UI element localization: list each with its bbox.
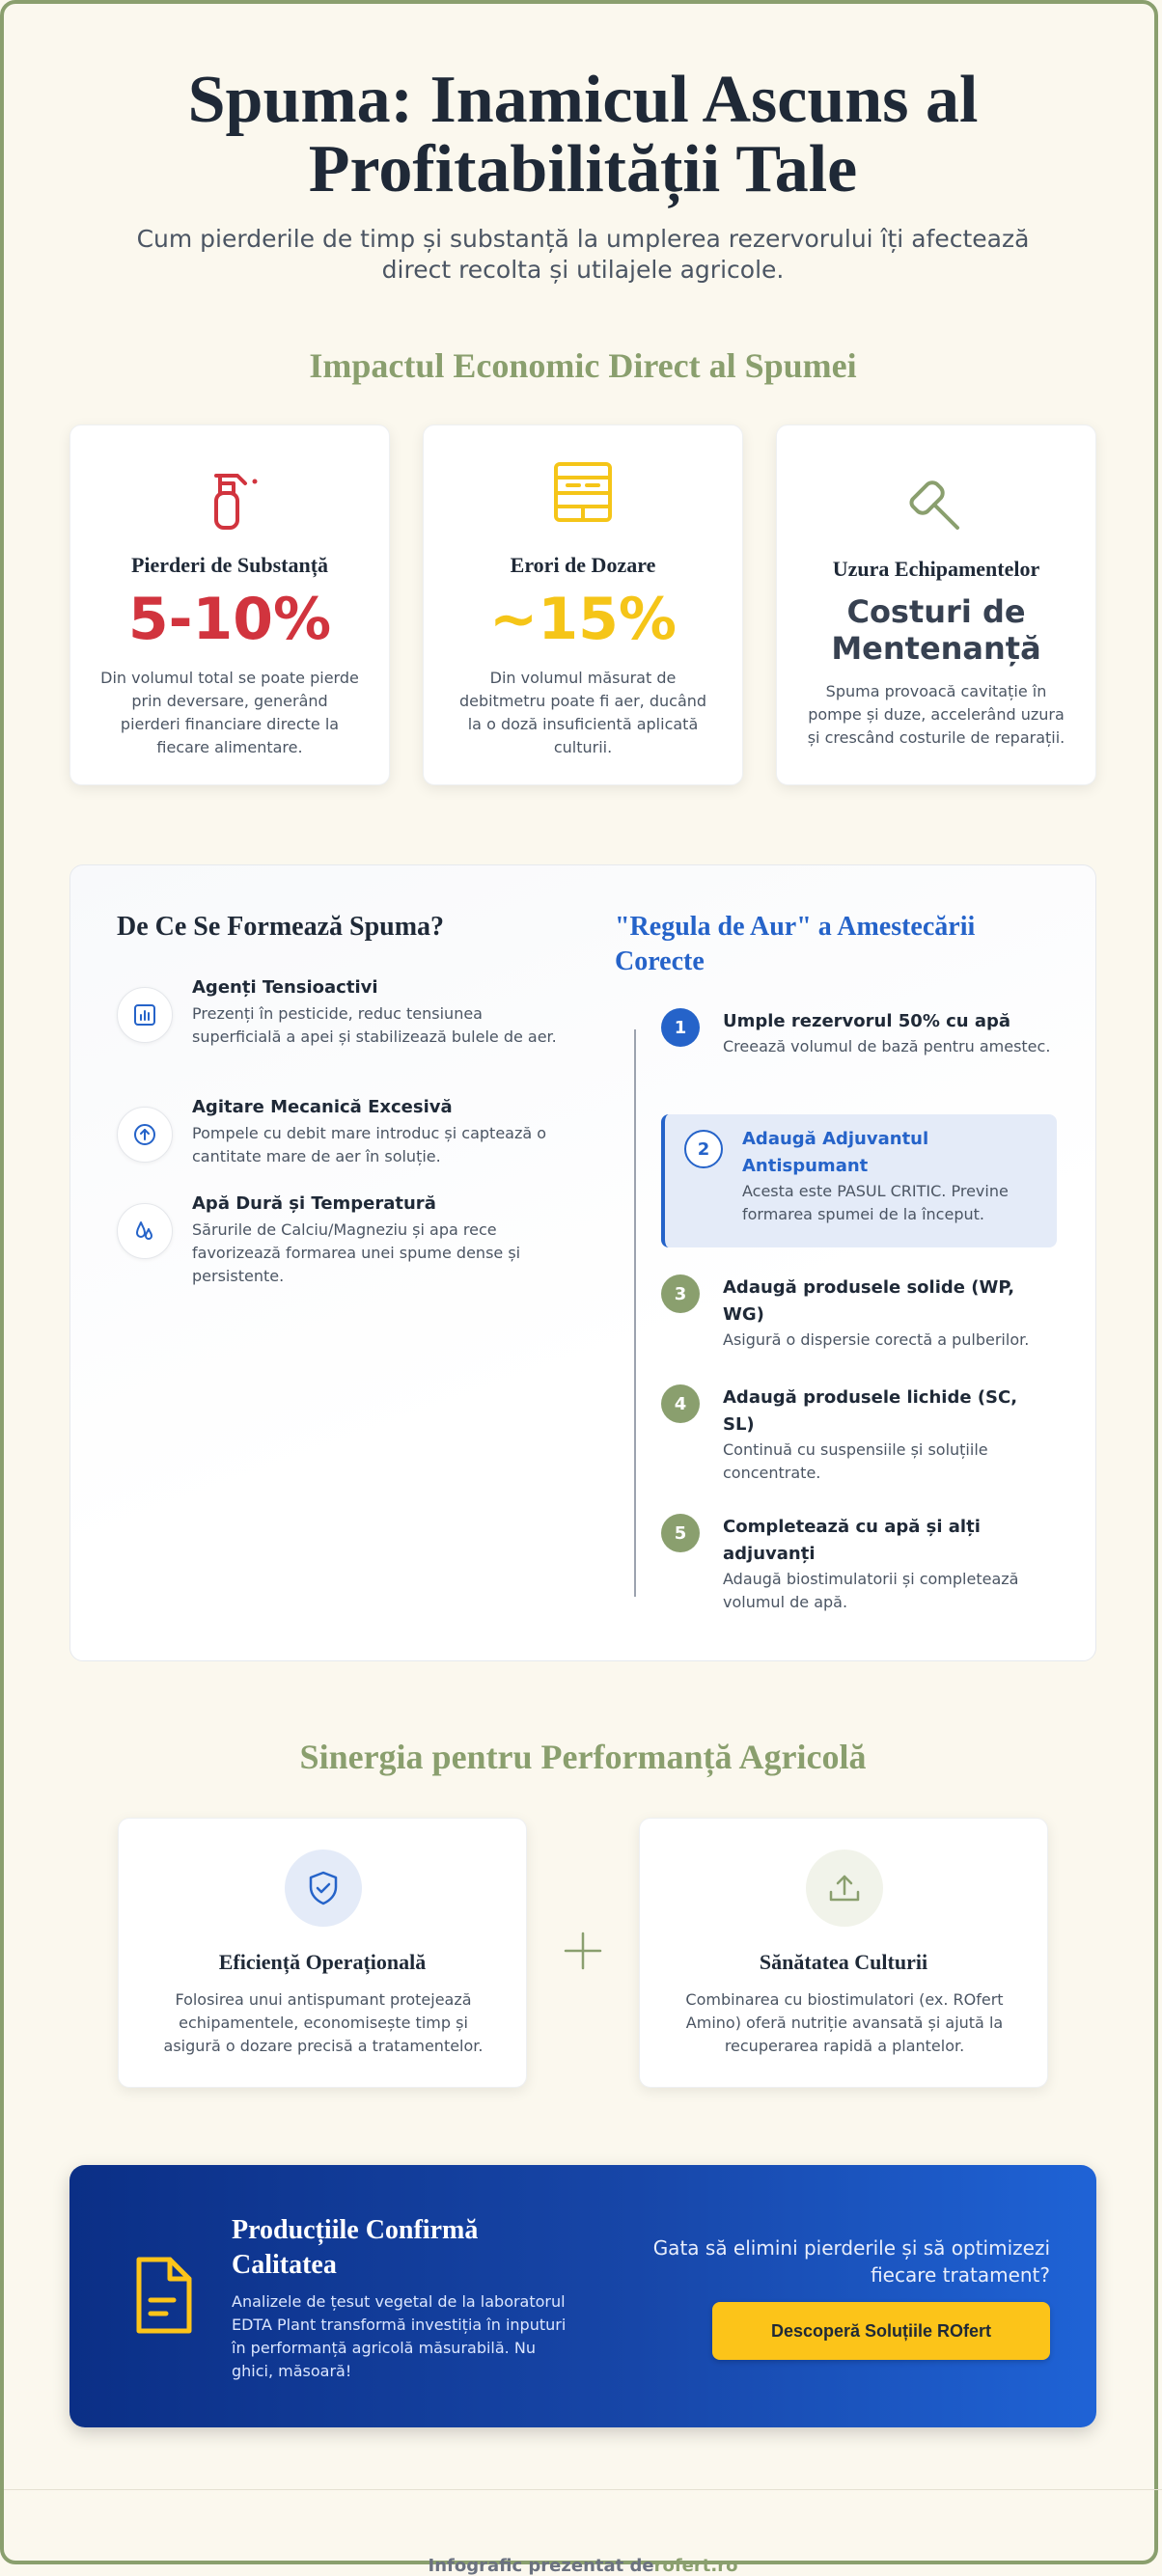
- impact-card-substance-loss: [69, 425, 390, 785]
- step-number: 5: [661, 1514, 700, 1552]
- step-number: 1: [661, 1008, 700, 1047]
- plus-icon: [562, 1930, 604, 1972]
- cause-title: Agitare Mecanică Excesivă: [192, 1097, 453, 1117]
- impact-card-value-line2: Mentenanță: [831, 630, 1041, 667]
- impact-card-title: Pierderi de Substanță: [130, 553, 329, 577]
- synergy-card-title: Eficiență Operațională: [218, 1950, 427, 1974]
- cause-text: Sărurile de Calciu/Magneziu și apa rece favorizează formarea unei spume dense și persistente.: [192, 1220, 521, 1285]
- step-title: Completează cu apă și alți adjuvanți: [723, 1517, 981, 1564]
- page-title-line1: Spuma: Inamicul Ascuns al: [187, 63, 979, 137]
- step-title: Umple rezervorul 50% cu apă: [723, 1011, 1011, 1031]
- impact-card-dosage-errors: [423, 425, 743, 785]
- cause-item: [117, 977, 561, 1074]
- step-title: Adaugă Adjuvantul Antispumant: [742, 1129, 929, 1176]
- chart-icon: [117, 987, 173, 1043]
- step-title: Adaugă produsele lichide (SC, SL): [723, 1387, 1018, 1435]
- impact-card-value: ~15%: [489, 586, 677, 653]
- page-title: [4, 63, 1162, 206]
- rule-step: [661, 1384, 1057, 1491]
- step-text: Asigură o dispersie corectă a pulberilor.: [723, 1330, 1030, 1349]
- rule-title-line1: "Regula de Aur" a Amestecării: [615, 912, 976, 942]
- shield-check-icon: [285, 1850, 362, 1927]
- page-subtitle: Cum pierderile de timp și substanță la umplerea rezervorului îți afectează direct recolta și utilajele agricole.: [136, 225, 1030, 284]
- water-drop-icon: [117, 1203, 173, 1259]
- synergy-card-text: Combinarea cu biostimulatori (ex. ROfert Amino) oferă nutriție avansată și ajută la recuperarea rapidă a plantelor.: [685, 1990, 1004, 2055]
- cause-item: [117, 1097, 561, 1174]
- document-icon: [129, 2254, 199, 2339]
- cta-description: Analizele de țesut vegetal de la laboratorul EDTA Plant transformă investiția în inputuri în performanță agricolă măsurabilă. Nu ghici, măsoară!: [232, 2292, 567, 2380]
- synergy-card-text: Folosirea unui antispumant protejează echipamentele, economisește timp și asigură o dozare precisă a tratamentelor.: [163, 1990, 484, 2055]
- spray-bottle-icon: [193, 462, 266, 535]
- step-number: 2: [684, 1130, 723, 1168]
- cta-banner: [69, 2165, 1096, 2427]
- footer-link[interactable]: rofert.ro: [653, 2556, 738, 2576]
- step-text: Adaugă biostimulatorii și completează volumul de apă.: [723, 1570, 1019, 1611]
- cause-text: Prezenți în pesticide, reduc tensiunea superficială a apei și stabilizează bulele de aer.: [192, 1004, 557, 1046]
- cause-title: Apă Dură și Temperatură: [192, 1193, 436, 1214]
- impact-card-value: 5-10%: [127, 586, 332, 653]
- rule-step: [661, 1274, 1057, 1361]
- discover-solutions-button[interactable]: Descoperă Soluțiile ROfert: [712, 2302, 1050, 2360]
- timeline-line: [634, 1029, 636, 1597]
- step-text: Acesta este PASUL CRITIC. Previne formarea spumei de la început.: [742, 1182, 1009, 1223]
- impact-section-title: Impactul Economic Direct al Spumei: [309, 346, 857, 385]
- synergy-card-crop-health: [639, 1818, 1048, 2088]
- footer-text: [429, 2523, 738, 2576]
- step-number: 4: [661, 1384, 700, 1423]
- impact-card-value-line1: Costuri de: [846, 593, 1026, 630]
- rule-step: [661, 1008, 1057, 1085]
- calculator-icon: [546, 456, 620, 530]
- arrow-up-circle-icon: [117, 1107, 173, 1163]
- footer: [4, 2489, 1162, 2576]
- wrench-icon: [899, 470, 973, 543]
- synergy-card-efficiency: [118, 1818, 527, 2088]
- step-title: Adaugă produsele solide (WP, WG): [723, 1277, 1015, 1325]
- hero-section: [4, 63, 1162, 286]
- step-text: Continuă cu suspensiile și soluțiile concentrate.: [723, 1440, 988, 1482]
- cta-title: Producțiile Confirmă Calitatea: [232, 2215, 479, 2280]
- rule-step-critical: [661, 1114, 1057, 1247]
- cause-text: Pompele cu debit mare introduc și captează o cantitate mare de aer în soluție.: [192, 1124, 547, 1165]
- synergy-card-title: Sănătatea Culturii: [759, 1950, 928, 1974]
- impact-card-desc: Spuma provoacă cavitație în pompe și duze, accelerând uzura și crescând costurile de reparații.: [807, 682, 1065, 747]
- cta-question: Gata să elimini pierderile și să optimizezi fiecare tratament?: [652, 2236, 1050, 2287]
- rule-title-line2: Corecte: [615, 946, 705, 976]
- why-title: De Ce Se Formează Spuma?: [117, 912, 445, 942]
- step-number: 3: [661, 1274, 700, 1313]
- page-title-line2: Profitabilității Tale: [308, 132, 858, 206]
- impact-card-title: Uzura Echipamentelor: [832, 557, 1040, 581]
- rule-step: [661, 1514, 1057, 1620]
- impact-card-title: Erori de Dozare: [510, 553, 656, 577]
- impact-card-equipment-wear: [776, 425, 1096, 785]
- synergy-section-title: Sinergia pentru Performanță Agricolă: [299, 1738, 867, 1776]
- cause-title: Agenți Tensioactivi: [192, 977, 378, 998]
- rule-title: [615, 910, 975, 979]
- cause-item: [117, 1193, 561, 1290]
- footer-label: Infografic prezentat de: [428, 2556, 654, 2576]
- upload-icon: [806, 1850, 883, 1927]
- impact-card-value: [777, 593, 1095, 667]
- impact-card-desc: Din volumul total se poate pierde prin deversare, generând pierderi financiare directe la fiecare alimentare.: [100, 669, 359, 756]
- foam-causes-and-rule-panel: [69, 864, 1096, 1661]
- impact-card-desc: Din volumul măsurat de debitmetru poate fi aer, ducând la o doză insuficientă aplicată culturii.: [458, 669, 707, 756]
- step-text: Creează volumul de bază pentru amestec.: [723, 1037, 1051, 1055]
